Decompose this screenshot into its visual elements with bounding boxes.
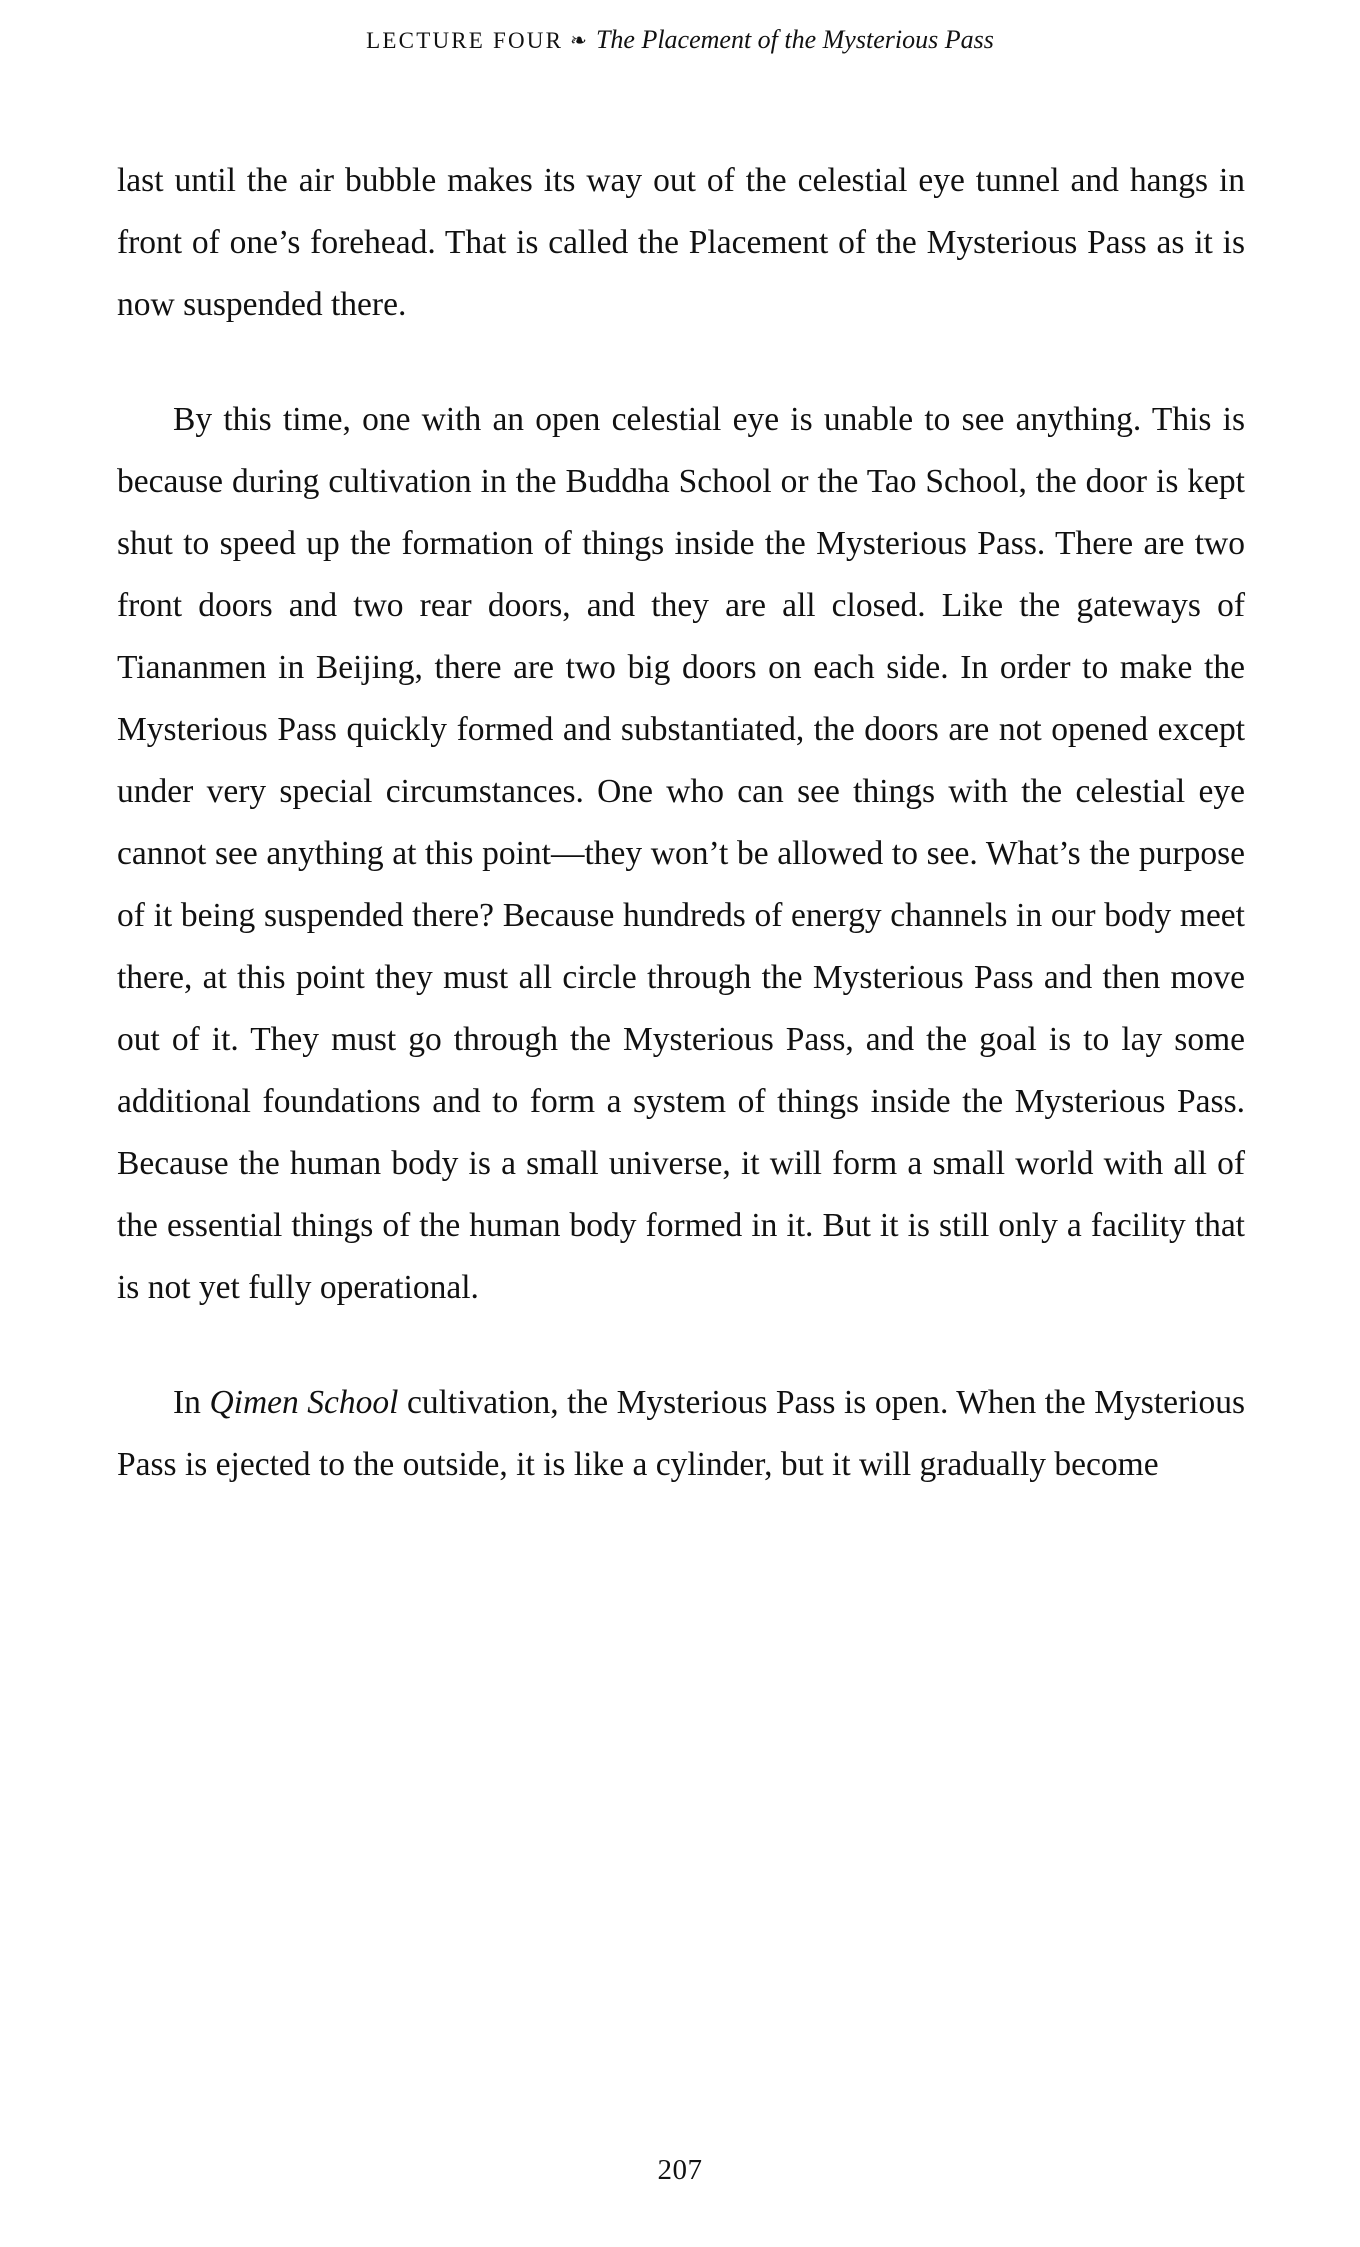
running-head: [0, 24, 1360, 56]
paragraph-celestial-eye: By this time, one with an open celestial eye is unable to see anything. This is because during cultivation in the Buddha School or the Tao School, the door is kept shut to speed up the formation of things inside the Mysterious Pass. There are two front doors and two rear doors, and they are all closed. Like the gateways of Tiananmen in Beijing, there are two big doors on each side. In order to make the Mysterious Pass quickly formed and substantiated, the doors are not opened except under very special circumstances. One who can see things with the celestial eye cannot see anything at this point—they won’t be allowed to see. What’s the purpose of it being suspended there? Because hundreds of energy channels in our body meet there, at this point they must all circle through the Mysterious Pass and then move out of it. They must go through the Mysterious Pass, and the goal is to lay some additional foundations and to form a system of things inside the Mysterious Pass. Because the human body is a small universe, it will form a small world with all of the essential things of the human body formed in it. But it is still only a facility that is not yet fully operational.: [117, 401, 1245, 1306]
body-text: [117, 150, 1245, 1496]
paragraph-qimen-school: [117, 1372, 1245, 1496]
paragraph-qimen-italic-term: Qimen School: [209, 1384, 399, 1421]
running-head-title: The Placement of the Mysterious Pass: [595, 25, 994, 54]
paragraph-continuation: last until the air bubble makes its way out of the celestial eye tunnel and hangs in front of one’s forehead. That is called the Placement of the Mysterious Pass as it is now suspended there.: [117, 162, 1245, 323]
paragraph-qimen-tail: cultivation, the Mysterious Pass is open. When the Mysterious Pass is ejected to the outside, it is like a cylinder, but it will gradually become: [117, 1384, 1245, 1483]
running-head-lecture-label: LECTURE FOUR: [366, 28, 564, 53]
paragraph-qimen-lead: In: [173, 1384, 210, 1421]
page-number: 207: [657, 2154, 703, 2186]
leaf-ornament-icon: ❧: [570, 30, 587, 52]
